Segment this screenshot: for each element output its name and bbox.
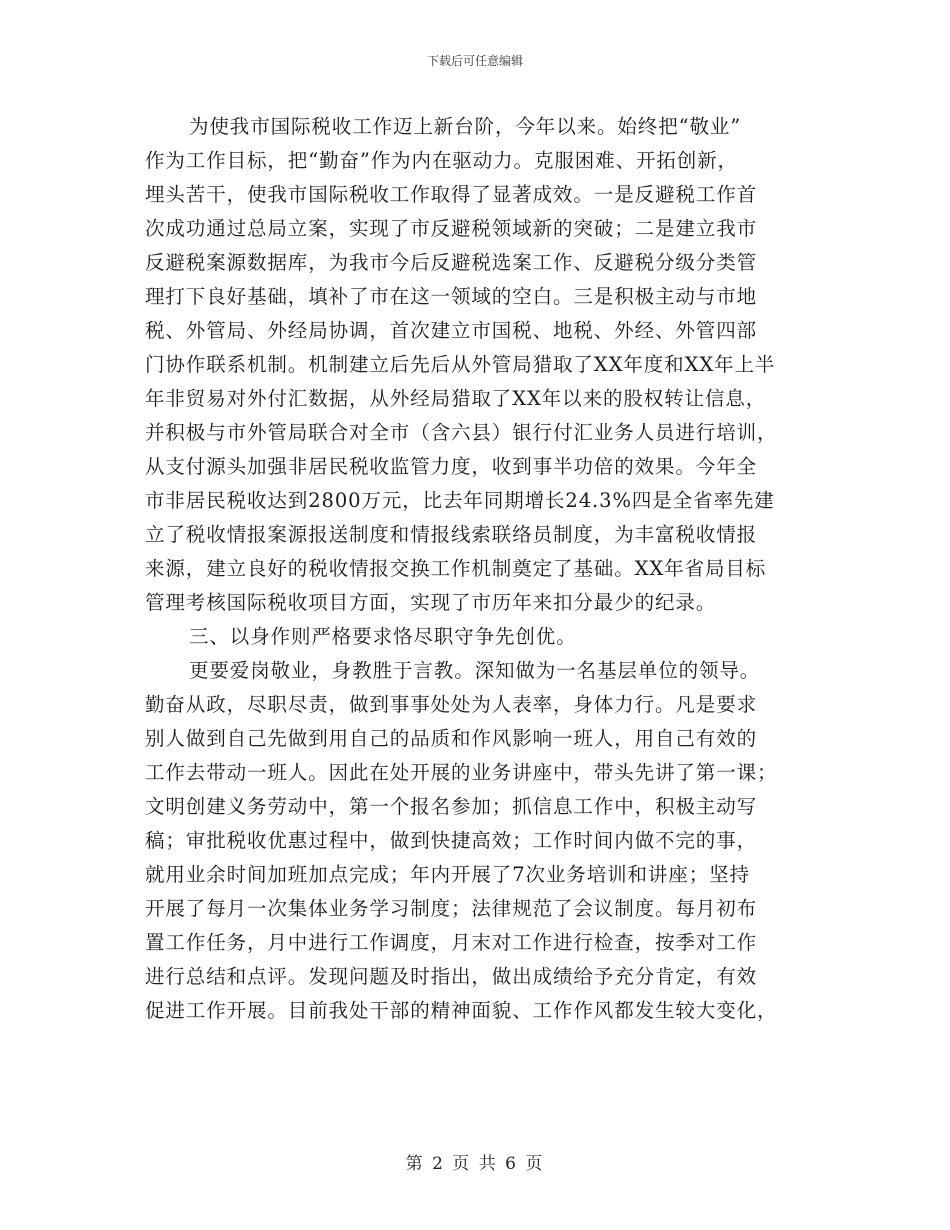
text-line: 年非贸易对外付汇数据，从外经局猎取了XX年以来的股权转让信息，: [145, 387, 767, 410]
text-line: 埋头苦干，使我市国际税收工作取得了显著成效。一是反避税工作首: [145, 183, 758, 206]
text-line: 门协作联系机制。机制建立后先后从外管局猎取了XX年度和XX年上半: [145, 353, 776, 376]
text-line: 文明创建义务劳动中，第一个报名参加；抓信息工作中，积极主动写: [145, 795, 758, 818]
text-line: 次成功通过总局立案，实现了市反避税领域新的突破；二是建立我市: [145, 217, 758, 240]
text-line: 别人做到自己先做到用自己的品质和作风影响一班人，用自己有效的: [145, 727, 758, 750]
paragraph-leadership: [145, 654, 805, 1028]
text-line: 从支付源头加强非居民税收监管力度，收到事半功倍的效果。今年全: [145, 455, 758, 478]
section-heading: [145, 620, 805, 654]
text-line: 促进工作开展。目前我处干部的精神面貌、工作作风都发生较大变化，: [145, 999, 778, 1022]
text-line: 开展了每月一次集体业务学习制度；法律规范了会议制度。每月初布: [145, 897, 758, 920]
text-line: 勤奋从政，尽职尽责，做到事事处处为人表率，身体力行。凡是要求: [145, 693, 758, 716]
text-line: 税、外管局、外经局协调，首次建立市国税、地税、外经、外管四部: [145, 319, 758, 342]
text-line: 更要爱岗敬业，身教胜于言教。深知做为一名基层单位的领导。: [189, 659, 761, 682]
page-number: 第 2 页 共 6 页: [405, 1154, 545, 1174]
text-line: 作为工作目标，把“勤奋”作为内在驱动力。克服困难、开拓创新，: [145, 149, 738, 172]
text-line: 立了税收情报案源报送制度和情报线索联络员制度，为丰富税收情报: [145, 523, 758, 546]
text-line: 为使我市国际税收工作迈上新台阶，今年以来。始终把“敬业”: [189, 115, 742, 138]
text-line: 理打下良好基础，填补了市在这一领域的空白。三是积极主动与市地: [145, 285, 758, 308]
page-header: 下载后可任意编辑: [426, 54, 523, 68]
text-line: 管理考核国际税收项目方面，实现了市历年来扣分最少的纪录。: [145, 591, 717, 614]
paragraph-tax-achievements: [145, 110, 805, 620]
document-body: [145, 110, 805, 1028]
section-heading-text: 三、以身作则严格要求恪尽职守争先创优。: [189, 625, 577, 648]
text-line: 稿；审批税收优惠过程中，做到快捷高效；工作时间内做不完的事，: [145, 829, 758, 852]
text-line: 工作去带动一班人。因此在处开展的业务讲座中，带头先讲了第一课；: [145, 761, 778, 784]
text-line: 市非居民税收达到2800万元，比去年同期增长24.3%四是全省率先建: [145, 489, 775, 512]
text-line: 反避税案源数据库，为我市今后反避税选案工作、反避税分级分类管: [145, 251, 758, 274]
text-line: 并积极与市外管局联合对全市（含六县）银行付汇业务人员进行培训，: [145, 421, 778, 444]
text-line: 来源，建立良好的税收情报交换工作机制奠定了基础。XX年省局目标: [145, 557, 767, 580]
text-line: 置工作任务，月中进行工作调度，月末对工作进行检查，按季对工作: [145, 931, 758, 954]
text-line: 就用业余时间加班加点完成；年内开展了7次业务培训和讲座；坚持: [145, 863, 750, 886]
text-line: 进行总结和点评。发现问题及时指出，做出成绩给予充分肯定，有效: [145, 965, 758, 988]
